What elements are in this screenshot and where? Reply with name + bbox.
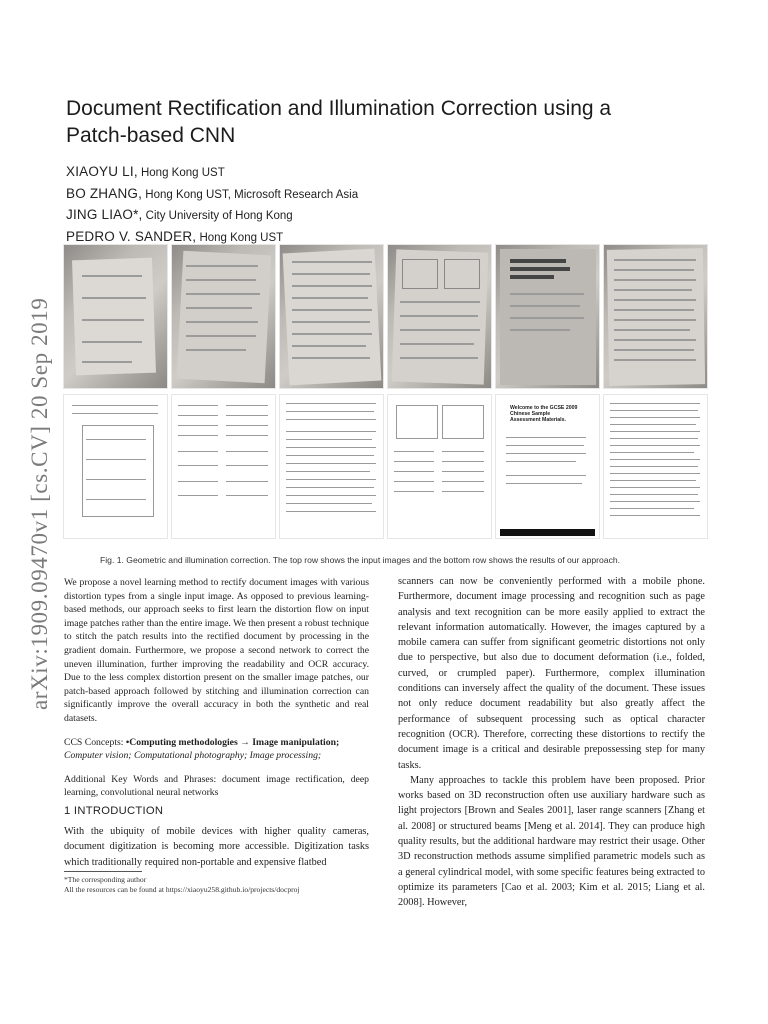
author-2: BO ZHANG, Hong Kong UST, Microsoft Research Asia xyxy=(66,185,359,201)
title-line-2: Patch-based CNN xyxy=(66,124,236,147)
figure-1 xyxy=(64,245,708,543)
footnotes xyxy=(64,875,384,895)
result-scan-2 xyxy=(172,395,275,538)
ccs-concepts xyxy=(64,736,369,763)
result-scan-5-heading: Welcome to the GCSE 2009 Chinese Sample Assessment Materials. xyxy=(510,405,578,423)
input-photo-6 xyxy=(604,245,707,388)
input-photo-3 xyxy=(280,245,383,388)
title-line-1: Document Rectification and Illumination Correction using a xyxy=(66,97,612,120)
ccs-italic: Computer vision; Computational photography; Image processing; xyxy=(64,750,322,762)
result-scan-1 xyxy=(64,395,167,538)
input-photo-5 xyxy=(496,245,599,388)
footnote-corresponding: *The corresponding author xyxy=(64,875,147,884)
abstract: We propose a novel learning method to rectify document images with various distortion types from a single input image. As opposed to previous learning-based methods, our approach seeks to first learn the distortion flow on input image patches rather than the entire image. We then present a robust technique to stitch the patch results into the rectified document by processing in the gradient domain. Furthermore, we propose a second network to correct the uneven illumination, further improving the readability and OCR accuracy. Due to the less complex distortion present on the smaller image patches, our patch-based approach followed by stitching and illumination correction can significantly improve the overall accuracy in both the synthetic and real datasets. xyxy=(64,577,369,724)
footnote-rule xyxy=(64,871,142,872)
author-list xyxy=(66,162,686,248)
input-photo-4 xyxy=(388,245,491,388)
figure-caption: Fig. 1. Geometric and illumination correction. The top row shows the input images and the bottom row shows the results of our approach. xyxy=(100,555,621,565)
right-column xyxy=(398,574,705,911)
author-1: XIAOYU LI, Hong Kong UST xyxy=(66,164,225,179)
intro-paragraph: With the ubiquity of mobile devices with higher quality cameras, document digitization is becoming more accessible. Digitization tasks which traditionally required non-portable and expensive flatbed xyxy=(64,826,369,868)
section-heading-introduction: 1 INTRODUCTION xyxy=(64,805,164,817)
result-scan-4 xyxy=(388,395,491,538)
author-3: JING LIAO*, City University of Hong Kong xyxy=(66,207,293,222)
arxiv-identifier: arXiv:1909.09470v1 [cs.CV] 20 Sep 2019 xyxy=(27,297,52,710)
right-paragraph-1: scanners can now be conveniently performed with a mobile phone. Furthermore, document image processing and recognition such as page analysis and text recognition can be more easily applied to extract the relevant information automatically. However, the images captured by a mobile camera can suffer from significant geometric distortions not only due to perspective, but also due to document deformation (i.e., folded, curved, or crumpled paper). Furthermore, complex illumination conditions can inversely affect the quality of the document. These issues not only reduce document readability but also greatly affect the performance of subsequent processing such as optical character recognition (OCR). Therefore, correcting these distortions to rectify the document image is a critical and desirable prepossessing step for many tasks. xyxy=(398,576,705,771)
input-photo-1 xyxy=(64,245,167,388)
ccs-label: CCS Concepts: xyxy=(64,736,126,748)
footnote-resources: All the resources can be found at https://xiaoyu258.github.io/projects/docproj xyxy=(64,885,300,894)
left-column xyxy=(64,576,369,800)
ccs-bold: •Computing methodologies → Image manipulation; xyxy=(125,736,340,748)
keywords: Additional Key Words and Phrases: document image rectification, deep learning, convolutional neural networks xyxy=(64,773,369,799)
author-4: PEDRO V. SANDER, Hong Kong UST xyxy=(66,228,284,244)
result-scan-3 xyxy=(280,395,383,538)
paper-title xyxy=(66,95,686,149)
result-scan-5 xyxy=(496,395,599,538)
right-paragraph-2: Many approaches to tackle this problem have been proposed. Prior works based on 3D reconstruction often use auxiliary hardware such as light projectors [Brown and Seales 2001], laser range scanners [Zhang et al. 2008] or structured beams [Meng et al. 2014]. They can produce high quality results, but the additional hardware may restrict their usage. Other 3D reconstruction methods assume simplified parametric models such as a general cylindrical model, with some specific features being extracted to optimize its parameters [Cao et al. 2003; Kim et al. 2015; Liang et al. 2008]. However, xyxy=(398,774,705,909)
input-photo-2 xyxy=(172,245,275,388)
result-scan-6 xyxy=(604,395,707,538)
